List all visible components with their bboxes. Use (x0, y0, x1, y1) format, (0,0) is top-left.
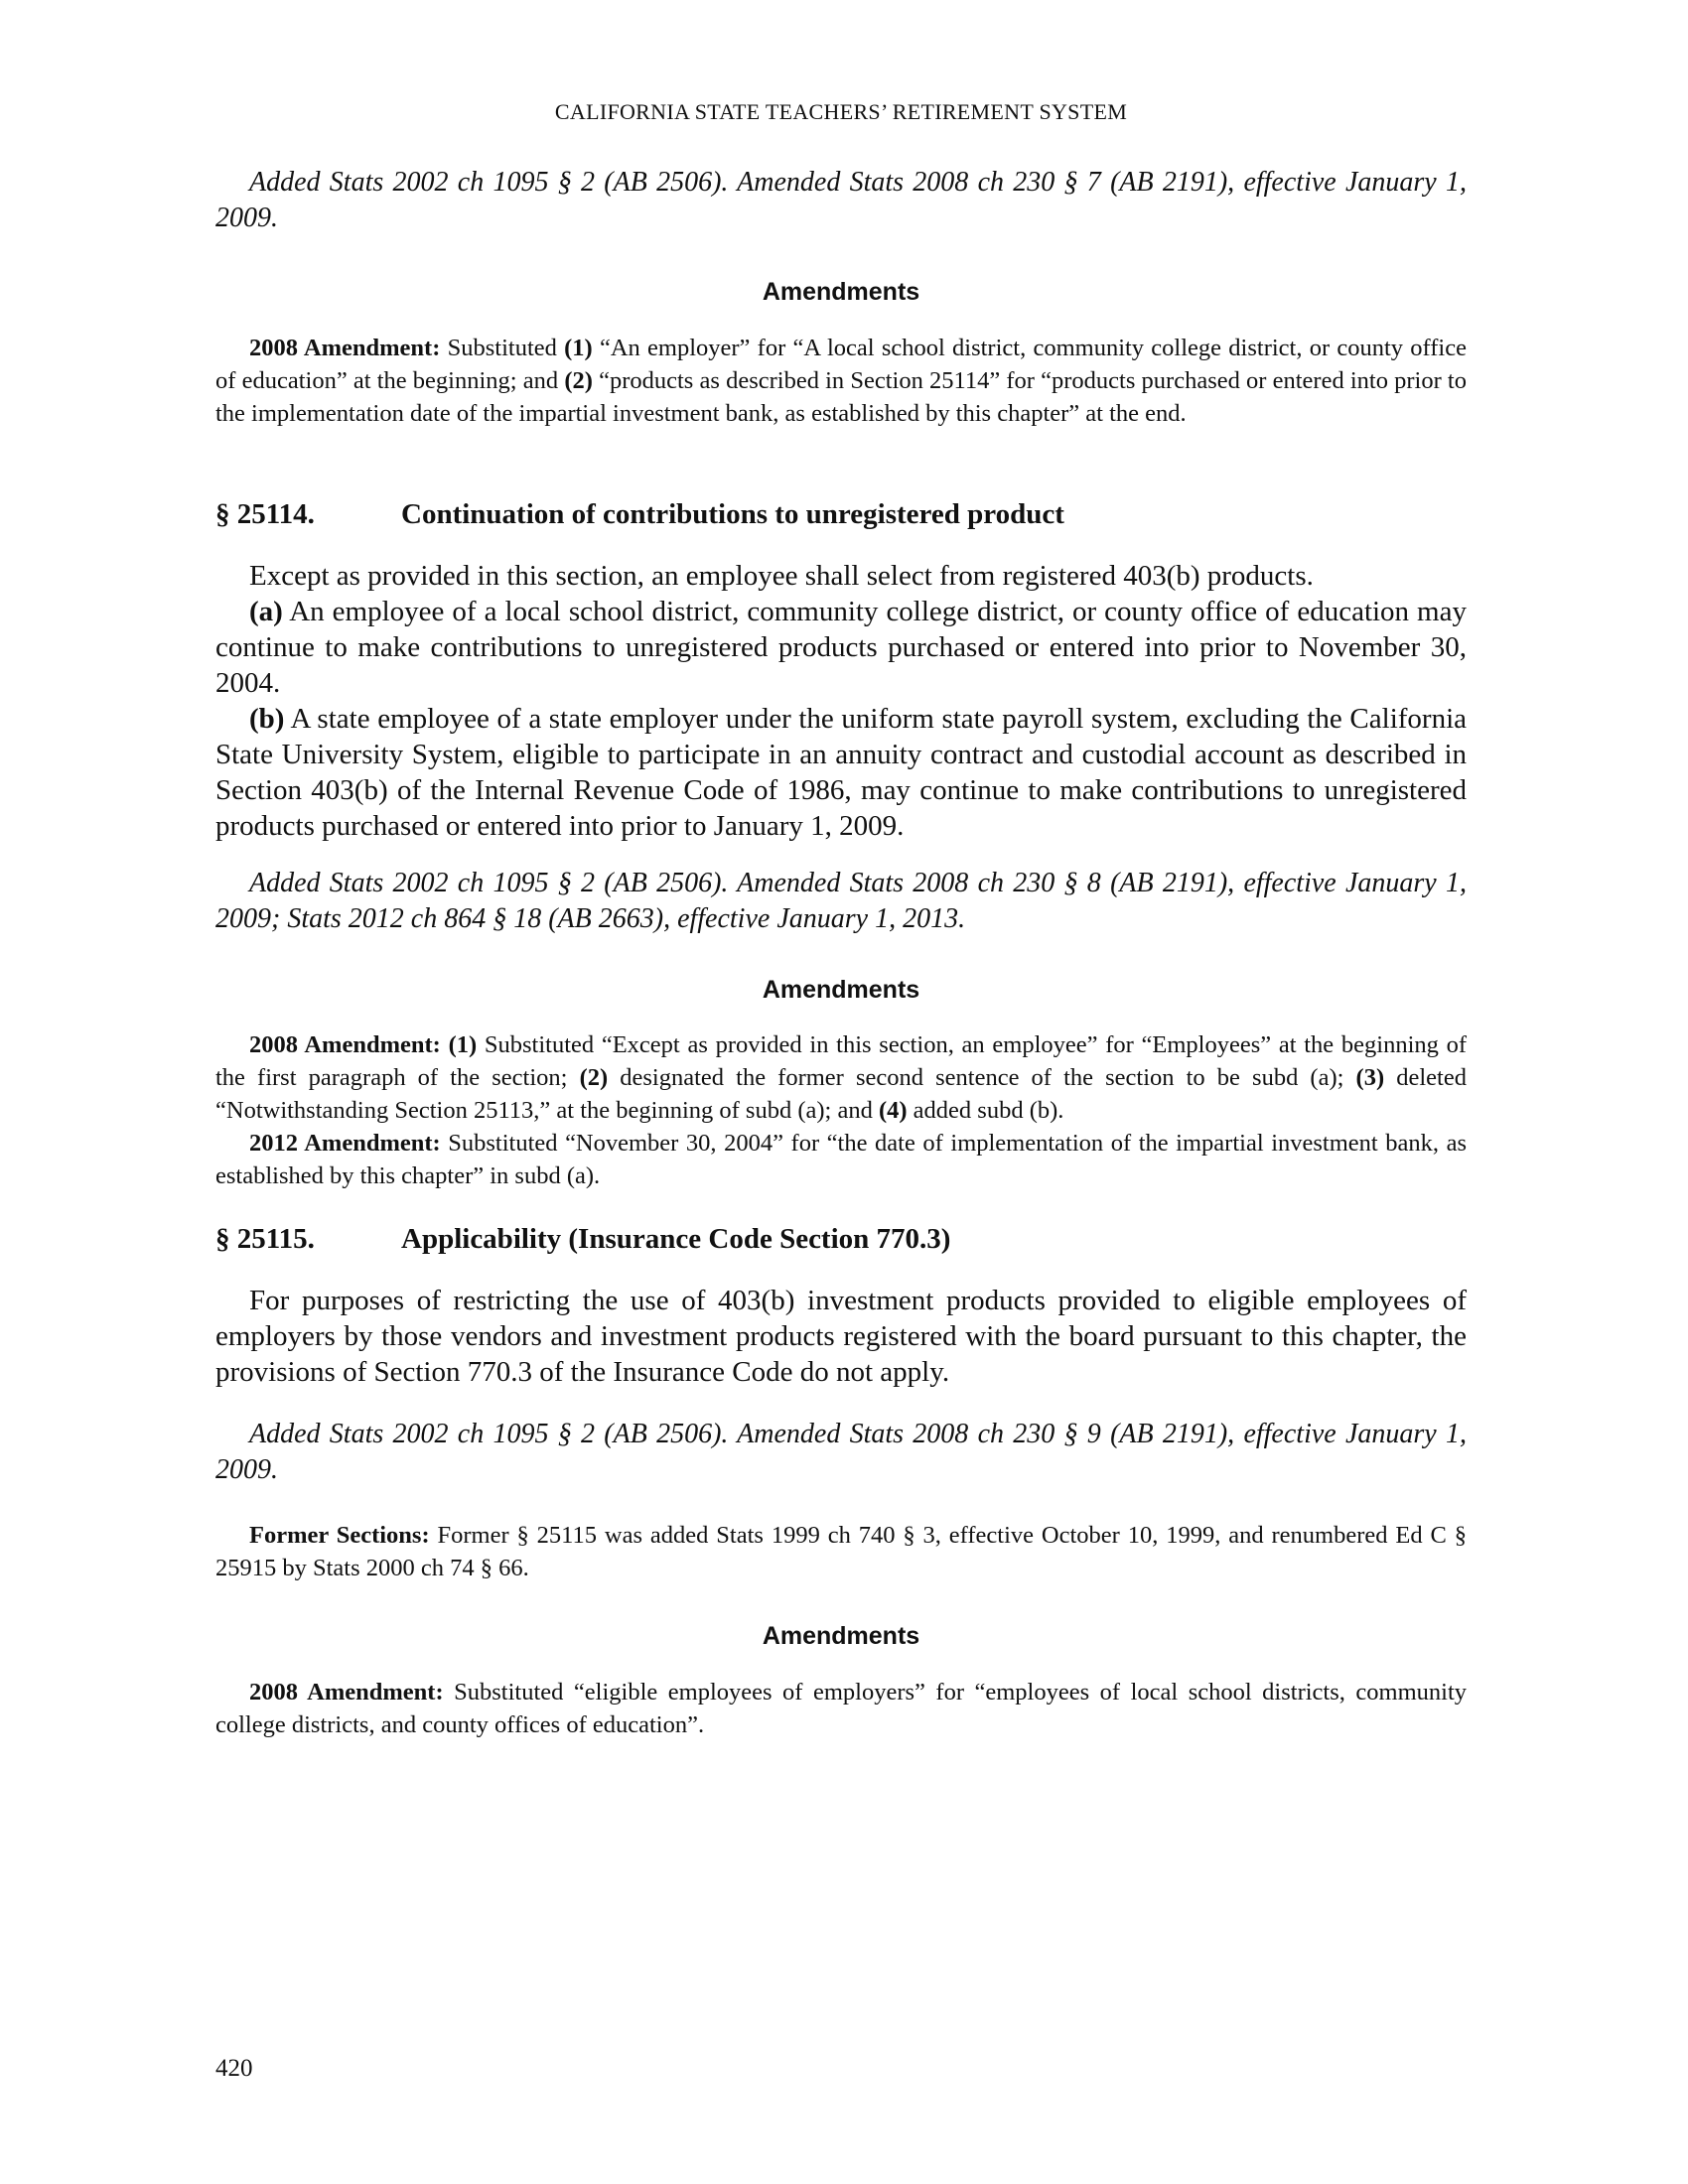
intro-paragraph: Except as provided in this section, an employee shall select from registered 403(b) products. (249, 560, 1314, 592)
subdivision-a (215, 594, 1467, 701)
amendments-heading: Amendments (762, 1622, 920, 1650)
amendments-heading: Amendments (762, 976, 920, 1004)
amendment-2008 (215, 1028, 1467, 1127)
subdivision-text: An employee of a local school district, community college district, or county office of education may continue to make contributions to unregistered products purchased or entered into prior to November 30, 2004. (215, 596, 1467, 699)
amendment-text: designated the former second sentence of the section to be subd (a); (608, 1064, 1356, 1091)
amendment-text: Substituted “eligible employees of employers” for “employees of local school districts, community college districts, and county offices of education”. (215, 1679, 1467, 1738)
item-number: (1) (564, 335, 593, 361)
former-sections (215, 1519, 1467, 1584)
running-header: CALIFORNIA STATE TEACHERS’ RETIREMENT SYSTEM (554, 99, 1128, 124)
history-note: Added Stats 2002 ch 1095 § 2 (AB 2506). Amended Stats 2008 ch 230 § 9 (AB 2191), effective January 1, 2009. (215, 1419, 1467, 1485)
amendment-note (215, 1028, 1467, 1192)
section-body-25114 (215, 558, 1467, 844)
amendment-label: 2008 Amendment: (249, 335, 441, 361)
amendment-note (215, 332, 1467, 430)
item-number: (2) (564, 367, 593, 394)
former-label: Former Sections: (249, 1522, 430, 1549)
page-number: 420 (215, 2055, 253, 2082)
amendment-text: Substituted “November 30, 2004” for “the date of implementation of the impartial investment bank, as established by this chapter” in subd (a). (215, 1130, 1467, 1189)
history-note: Added Stats 2002 ch 1095 § 2 (AB 2506). Amended Stats 2008 ch 230 § 7 (AB 2191), effective January 1, 2009. (215, 167, 1467, 233)
subdivision-b (215, 701, 1467, 844)
former-sections-note (215, 1519, 1467, 1584)
amendment-2008 (215, 1676, 1467, 1741)
amendment-text: Substituted (440, 335, 565, 361)
amendment-note (215, 1676, 1467, 1741)
section-title: Continuation of contributions to unregistered product (401, 498, 1064, 530)
subdivision-text: A state employee of a state employer under the uniform state payroll system, excluding the California State University System, eligible to participate in an annuity contract and custodial account as described in Section 403(b) of the Internal Revenue Code of 1986, may continue to make contributions to unregistered products purchased or entered into prior to January 1, 2009. (215, 703, 1467, 842)
amendments-heading: Amendments (762, 278, 920, 306)
amendment-text: deleted “Notwithstanding Section 25113,” at the beginning of subd (a); and (215, 1064, 1467, 1124)
section-number: § 25114. (215, 498, 315, 530)
item-number: (1) (448, 1031, 478, 1058)
amendment-text: “products as described in Section 25114” for “products purchased or entered into prior to the implementation date of the impartial investment bank, as established by this chapter” at the end. (215, 367, 1467, 427)
former-text: Former § 25115 was added Stats 1999 ch 740 § 3, effective October 10, 1999, and renumbered Ed C § 25915 by Stats 2000 ch 74 § 66. (215, 1522, 1467, 1581)
amendment-2008 (215, 332, 1467, 430)
item-number: (2) (579, 1064, 609, 1091)
amendment-2012 (215, 1127, 1467, 1192)
amendment-label: 2008 Amendment: (249, 1031, 441, 1058)
section-body-25115 (215, 1283, 1467, 1390)
body-paragraph: For purposes of restricting the use of 403(b) investment products provided to eligible employees of employers by those vendors and investment products registered with the board pursuant to this chapter, the provisions of Section 770.3 of the Insurance Code do not apply. (215, 1285, 1467, 1388)
section-heading-25115 (215, 1223, 950, 1256)
amendment-label: 2012 Amendment: (249, 1130, 441, 1157)
amendment-text: added subd (b). (907, 1097, 1064, 1124)
item-number: (4) (878, 1097, 908, 1124)
amendment-label: 2008 Amendment: (249, 1679, 444, 1706)
history-note: Added Stats 2002 ch 1095 § 2 (AB 2506). Amended Stats 2008 ch 230 § 8 (AB 2191), effective January 1, 2009; Stats 2012 ch 864 § 18 (AB 2663), effective January 1, 2013. (215, 868, 1467, 934)
item-number: (3) (1355, 1064, 1385, 1091)
section-heading-25114 (215, 498, 1064, 531)
subdivision-label: (a) (249, 596, 283, 627)
amendment-text: Substituted “Except as provided in this section, an employee” for “Employees” at the beginning of the first paragraph of the section; (215, 1031, 1468, 1091)
section-title: Applicability (Insurance Code Section 770.3) (401, 1223, 951, 1255)
section-number: § 25115. (215, 1223, 315, 1255)
subdivision-label: (b) (249, 703, 285, 735)
amendment-text: “An employer” for “A local school district, community college district, or county office of education” at the beginning; and (215, 335, 1467, 394)
